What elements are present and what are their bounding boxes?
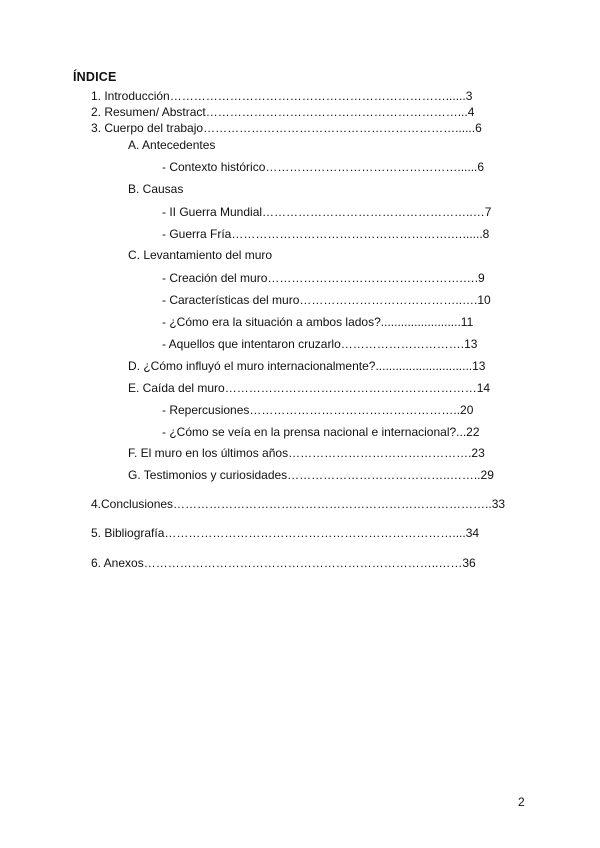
toc-section-levantamiento: C. Levantamiento del muro: [128, 248, 273, 262]
toc-subitem-creacion: - Creación del muro………………………………………….….9: [162, 271, 485, 285]
toc-item-conclusiones: 4.Conclusiones……………………………………………………………………..33: [91, 497, 506, 511]
toc-subitem-prensa: - ¿Cómo se veía en la prensa nacional e internacional?...22: [162, 425, 480, 439]
toc-section-testimonios: G. Testimonios y curiosidades…………………………………..……..29: [128, 468, 494, 482]
toc-subitem-caracteristicas: - Características del muro…………………………………..….10: [162, 293, 491, 307]
toc-section-antecedentes: A. Antecedentes: [128, 138, 216, 152]
toc-item-anexos: 6. Anexos………………………………………………………………..……36: [91, 556, 476, 570]
toc-subitem-repercusiones: - Repercusiones……………………………………………..20: [162, 403, 474, 417]
toc-item-resumen: 2. Resumen/ Abstract………………………………………………………...4: [91, 105, 475, 119]
toc-item-introduccion: 1. Introducción……………………………………………………………......3: [91, 89, 473, 103]
toc-item-bibliografia: 5. Bibliografía………………………………………………………………....34: [91, 526, 480, 540]
toc-subitem-contexto: - Contexto histórico…………………………………………......6: [162, 160, 485, 174]
toc-section-caida: E. Caída del muro………………………………………………………14: [128, 381, 491, 395]
toc-subitem-guerra-fria: - Guerra Fría……………………………………………….…......8: [162, 227, 490, 241]
toc-section-causas: B. Causas: [128, 182, 184, 196]
toc-subitem-guerra-mundial: - II Guerra Mundial……………………………………………..…7: [162, 205, 492, 219]
toc-item-cuerpo: 3. Cuerpo del trabajo………………………………………………………......6: [91, 121, 482, 135]
toc-section-influencia: D. ¿Cómo influyó el muro internacionalmente?.............................13: [128, 359, 486, 373]
toc-subitem-situacion: - ¿Cómo era la situación a ambos lados?........................11: [162, 315, 474, 329]
toc-section-ultimos-anos: F. El muro en los últimos años……………………………………….23: [128, 446, 485, 460]
index-title: ÍNDICE: [73, 70, 117, 84]
toc-subitem-cruzarlo: - Aquellos que intentaron cruzarlo………………………….13: [162, 337, 478, 351]
page-number: 2: [518, 795, 525, 809]
